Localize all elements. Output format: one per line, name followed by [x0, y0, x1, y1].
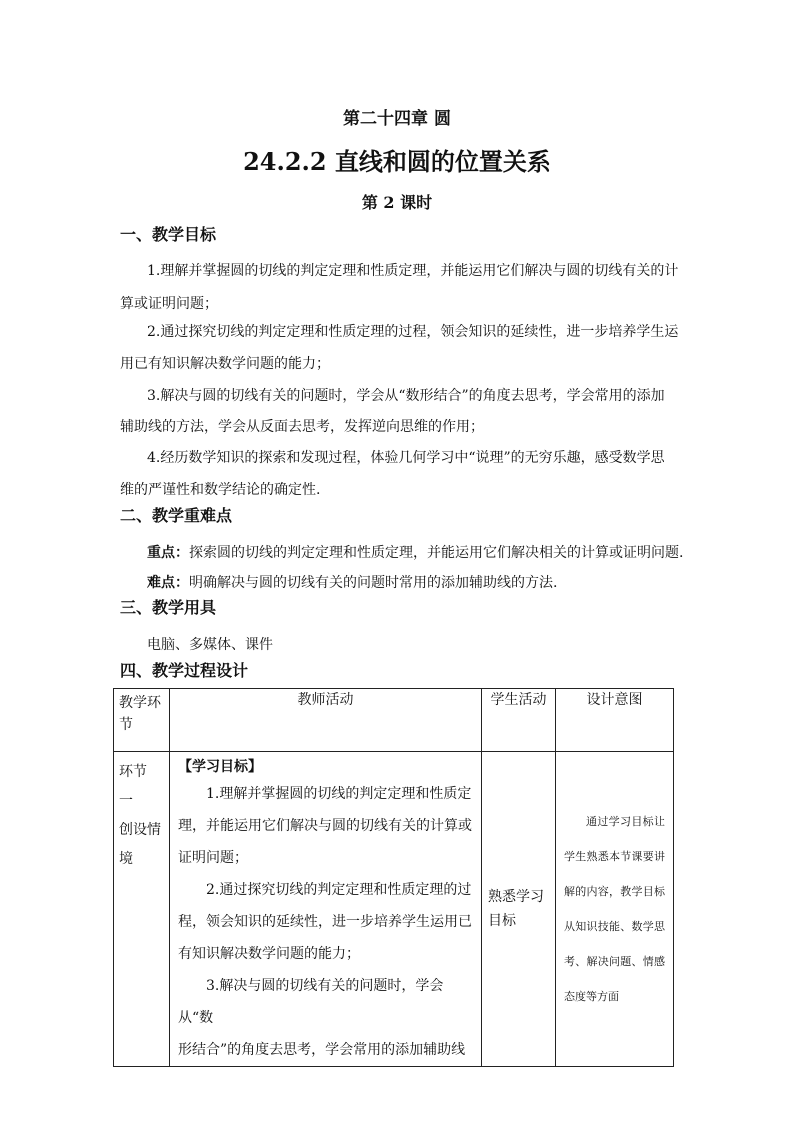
- objective-line: 2.通过探究切线的判定定理和性质定理的过程，领会知识的延续性，进一步培养学生运: [147, 324, 679, 340]
- teacher-activity-line: 1.理解并掌握圆的切线的判定定理和性质定: [206, 786, 472, 802]
- teacher-activity-line: 证明问题；: [178, 850, 248, 866]
- header-cell-teacher: 教师活动: [170, 689, 482, 752]
- stage-line: 环节: [119, 764, 147, 780]
- section-heading-objectives: 一、教学目标: [120, 225, 217, 244]
- key-point-text: 探索圆的切线的判定定理和性质定理，并能运用它们解决相关的计算或证明问题.: [189, 545, 684, 561]
- stage-line: 一: [119, 793, 133, 809]
- table-row: [114, 752, 674, 1067]
- key-point-label: 重点：: [147, 545, 189, 561]
- teacher-activity-line: 形结合”的角度去思考，学会常用的添加辅助线: [178, 1042, 466, 1058]
- design-intent-cell: 通过学习目标让学生熟悉本节课要讲解的内容，教学目标从知识技能、数学思考、解决问题、情感态度等方面: [556, 752, 674, 1067]
- stage-line: 创设情: [119, 822, 161, 838]
- key-point-line: [147, 542, 683, 562]
- process-table: [113, 688, 674, 1067]
- teacher-activity-line: 有知识解决数学问题的能力；: [178, 946, 360, 962]
- objective-line: 辅助线的方法，学会从反面去思考，发挥逆向思维的作用；: [120, 419, 484, 435]
- header-cell-stage: 教学环节: [114, 689, 170, 752]
- difficulty-label: 难点：: [147, 575, 189, 591]
- difficulty-line: [147, 572, 557, 592]
- teacher-activity-cell: [170, 752, 482, 1067]
- section-heading-tools: 三、教学用具: [120, 598, 217, 617]
- section-heading-process: 四、教学过程设计: [120, 661, 249, 680]
- objective-line: 维的严谨性和数学结论的确定性.: [120, 482, 321, 498]
- objective-line: 算或证明问题；: [120, 296, 218, 312]
- stage-line: 境: [119, 851, 133, 867]
- teacher-activity-line: 理，并能运用它们解决与圆的切线有关的计算或: [178, 818, 472, 834]
- lesson-label: 第 2 课时: [361, 193, 433, 212]
- stage-cell: [114, 752, 170, 1067]
- objective-line: 用已有知识解决数学问题的能力；: [120, 356, 330, 372]
- student-activity-cell: 熟悉学习目标: [482, 752, 556, 1067]
- teacher-activity-line: 程，领会知识的延续性，进一步培养学生运用已: [178, 914, 472, 930]
- table-header-row: [114, 689, 674, 752]
- objective-line: 3.解决与圆的切线有关的问题时，学会从“数形结合”的角度去思考，学会常用的添加: [147, 388, 665, 404]
- objective-line: 1.理解并掌握圆的切线的判定定理和性质定理，并能运用它们解决与圆的切线有关的计: [147, 263, 679, 279]
- teacher-activity-title: 【学习目标】: [178, 759, 262, 775]
- page-title: 24.2.2 直线和圆的位置关系: [243, 147, 551, 176]
- chapter-title: 第二十四章 圆: [343, 109, 451, 129]
- teacher-activity-line: 2.通过探究切线的判定定理和性质定理的过: [206, 882, 472, 898]
- teacher-activity-line: 3.解决与圆的切线有关的问题时，学会从“数: [178, 978, 444, 1026]
- header-cell-design: 设计意图: [556, 689, 674, 752]
- difficulty-text: 明确解决与圆的切线有关的问题时常用的添加辅助线的方法.: [189, 575, 558, 591]
- objective-line: 4.经历数学知识的探索和发现过程，体验几何学习中“说理”的无穷乐趣，感受数学思: [147, 450, 665, 466]
- header-cell-student: 学生活动: [482, 689, 556, 752]
- section-heading-key-points: 二、教学重难点: [120, 506, 233, 525]
- tools-text: 电脑、多媒体、课件: [147, 637, 273, 653]
